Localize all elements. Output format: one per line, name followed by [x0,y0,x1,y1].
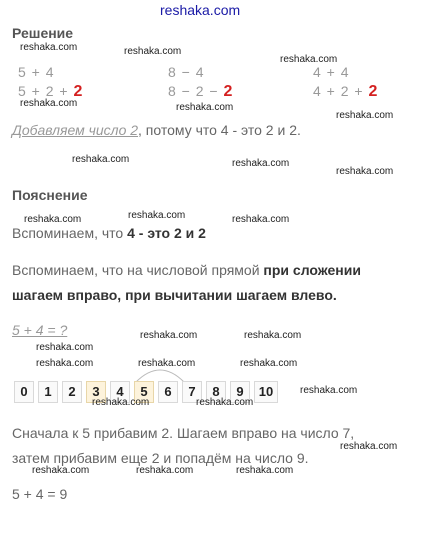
solution-note [12,122,301,138]
watermark: reshaka.com [24,214,82,225]
recall-text: Вспоминаем, что 4 - это 2 и 2 [12,225,206,241]
watermark: reshaka.com [140,330,198,341]
watermark: reshaka.com [340,441,398,452]
watermark: reshaka.com [280,54,338,65]
watermark: reshaka.com [20,98,78,109]
example-expression: 5 + 4 = ? [12,322,68,338]
number-cell-2: 2 [62,381,82,403]
watermark: reshaka.com [232,158,290,169]
watermark: reshaka.com [92,397,150,408]
number-cell-6: 6 [158,381,178,403]
number-cell-4: 4 [110,381,130,403]
watermark: reshaka.com [36,358,94,369]
watermark: reshaka.com [244,330,302,341]
answer-text: 5 + 4 = 9 [12,486,68,502]
numline-text-2: шагаем вправо, при вычитании шагаем влево. [12,287,337,303]
solution-note-italic: Добавляем число 2 [12,122,139,138]
watermark: reshaka.com [240,358,298,369]
watermark: reshaka.com [72,154,130,165]
expression-2-line1: 8 − 4 [168,64,205,80]
expression-3-line1: 4 + 4 [313,64,350,80]
watermark: reshaka.com [32,465,90,476]
number-cell-10: 10 [254,381,278,403]
number-cell-9: 9 [230,381,250,403]
number-cell-8: 8 [206,381,226,403]
step-text-1: Сначала к 5 прибавим 2. Шагаем вправо на число 7, [12,425,355,441]
watermark: reshaka.com [176,102,234,113]
watermark: reshaka.com [20,42,78,53]
number-cell-7: 7 [182,381,202,403]
number-cell-3: 3 [86,381,106,403]
watermark: reshaka.com [124,46,182,57]
expression-1 [18,63,83,101]
watermark: reshaka.com [300,385,358,396]
explanation-heading: Пояснение [12,187,88,203]
numline-text-1: Вспоминаем, что на числовой прямой при сложении [12,262,361,278]
site-header[interactable]: reshaka.com [160,2,241,18]
watermark: reshaka.com [196,397,254,408]
expression-3-line2: 4 + 2 + 2 [313,83,379,100]
solution-heading: Решение [12,25,74,41]
expression-2 [168,63,233,101]
number-cell-5: 5 [134,381,154,403]
expression-3 [313,63,378,101]
step-text-2: затем прибавим еще 2 и попадём на число 9. [12,450,309,466]
expression-1-line2: 5 + 2 + 2 [18,83,84,100]
watermark: reshaka.com [36,342,94,353]
watermark: reshaka.com [128,210,186,221]
watermark: reshaka.com [236,465,294,476]
watermark: reshaka.com [136,465,194,476]
watermark: reshaka.com [232,214,290,225]
watermark: reshaka.com [336,110,394,121]
expression-1-line1: 5 + 4 [18,64,55,80]
watermark: reshaka.com [138,358,196,369]
watermark: reshaka.com [336,166,394,177]
number-cell-0: 0 [14,381,34,403]
number-cell-1: 1 [38,381,58,403]
expression-2-line2: 8 − 2 − 2 [168,83,234,100]
solution-note-rest: , потому что 4 - это 2 и 2. [138,122,301,138]
